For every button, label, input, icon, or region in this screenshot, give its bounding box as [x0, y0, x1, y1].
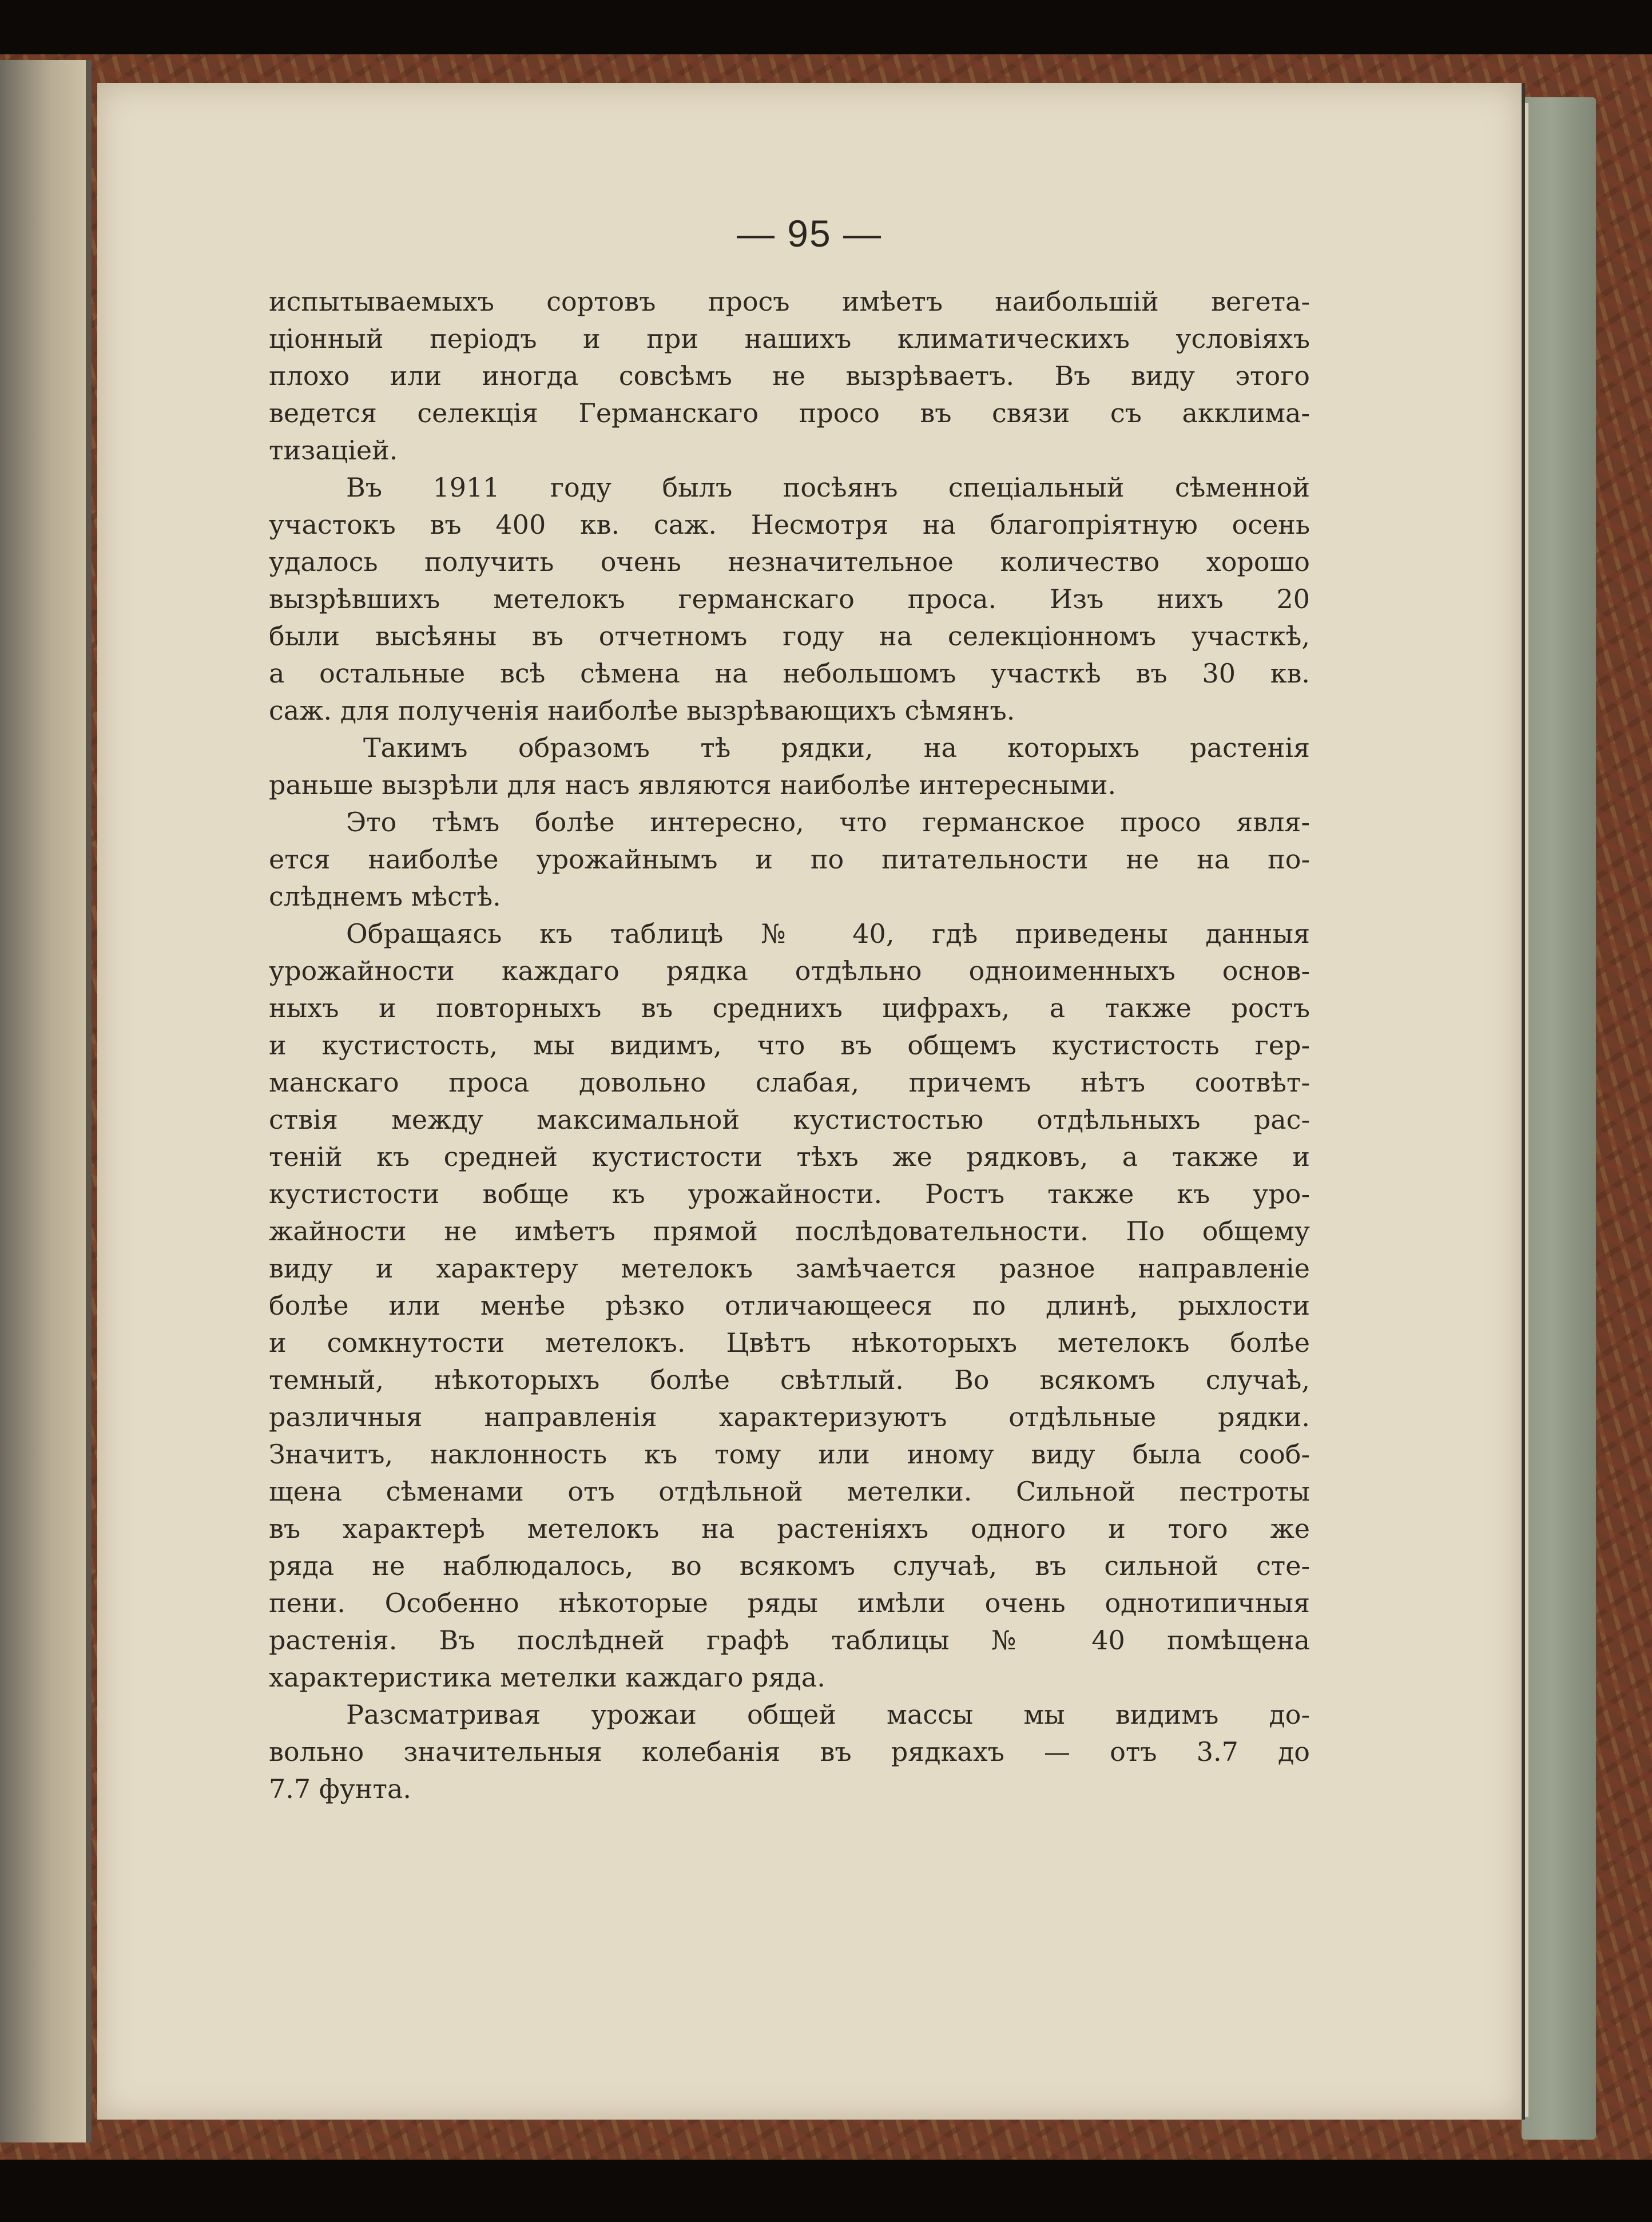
text-line: Обращаясь къ таблицѣ № 40, гдѣ приведены данныя: [346, 918, 1310, 949]
text-line: манскаго проса довольно слабая, причемъ нѣтъ соотвѣт-: [269, 1067, 1310, 1098]
text-line: слѣднемъ мѣстѣ.: [269, 881, 501, 912]
text-line: различныя направленія характеризуютъ отдѣльные рядки.: [269, 1402, 1310, 1433]
text-line: растенія. Въ послѣдней графѣ таблицы № 40 помѣщена: [269, 1625, 1310, 1656]
text-line: ныхъ и повторныхъ въ среднихъ цифрахъ, а также ростъ: [269, 993, 1310, 1023]
text-line: въ характерѣ метелокъ на растеніяхъ одного и того же: [269, 1513, 1310, 1544]
text-line: ціонный періодъ и при нашихъ климатическихъ условіяхъ: [269, 323, 1310, 354]
book-page: [97, 83, 1522, 2120]
text-line: щена сѣменами отъ отдѣльной метелки. Сильной пестроты: [269, 1476, 1310, 1507]
text-line: Значитъ, наклонность къ тому или иному виду была сооб-: [269, 1439, 1310, 1470]
left-page-edge: [0, 60, 92, 2142]
text-line: урожайности каждаго рядка отдѣльно одноименныхъ основ-: [269, 955, 1310, 986]
text-line: ется наиболѣе урожайнымъ и по питательности не на по-: [269, 844, 1310, 875]
text-line: Разсматривая урожаи общей массы мы видимъ до-: [346, 1699, 1310, 1730]
text-line: характеристика метелки каждаго ряда.: [269, 1662, 825, 1693]
text-line: Такимъ образомъ тѣ рядки, на которыхъ растенія: [363, 732, 1310, 763]
text-line: раньше вызрѣли для насъ являются наиболѣе интересными.: [269, 769, 1117, 800]
text-line: пени. Особенно нѣкоторые ряды имѣли очень однотипичныя: [269, 1588, 1310, 1618]
text-line: и сомкнутости метелокъ. Цвѣтъ нѣкоторыхъ метелокъ болѣе: [269, 1327, 1310, 1358]
text-line: удалось получить очень незначительное количество хорошо: [269, 546, 1310, 577]
text-line: ствія между максимальной кустистостью отдѣльныхъ рас-: [269, 1104, 1310, 1135]
text-line: испытываемыхъ сортовъ просъ имѣетъ наибольшій вегета-: [269, 286, 1310, 317]
page-fore-edge: [1522, 103, 1528, 2117]
body-text: [269, 283, 1310, 1808]
text-line: 7.7 фунта.: [269, 1773, 412, 1804]
text-line: саж. для полученія наиболѣе вызрѣвающихъ сѣмянъ.: [269, 695, 1015, 726]
cloth-spine-strip: [1522, 97, 1596, 2140]
text-line: Въ 1911 году былъ посѣянъ спеціальный сѣменной: [346, 472, 1310, 503]
text-line: теній къ средней кустистости тѣхъ же рядковъ, а также и: [269, 1141, 1310, 1172]
text-line: ведется селекція Германскаго просо въ связи съ акклима-: [269, 398, 1310, 428]
text-line: вызрѣвшихъ метелокъ германскаго проса. Изъ нихъ 20: [269, 584, 1310, 614]
text-line: участокъ въ 400 кв. саж. Несмотря на благопріятную осень: [269, 509, 1310, 540]
text-line: плохо или иногда совсѣмъ не вызрѣваетъ. Въ виду этого: [269, 360, 1310, 391]
text-line: и кустистость, мы видимъ, что въ общемъ кустистость гер-: [269, 1030, 1310, 1061]
text-line: болѣе или менѣе рѣзко отличающееся по длинѣ, рыхлости: [269, 1290, 1310, 1321]
text-line: были высѣяны въ отчетномъ году на селекціонномъ участкѣ,: [269, 621, 1310, 652]
text-line: вольно значительныя колебанія въ рядкахъ — отъ 3.7 до: [269, 1736, 1310, 1767]
text-line: Это тѣмъ болѣе интересно, что германское просо явля-: [346, 807, 1310, 838]
page-number: — 95 —: [736, 212, 883, 255]
text-line: темный, нѣкоторыхъ болѣе свѣтлый. Во всякомъ случаѣ,: [269, 1364, 1310, 1395]
text-line: тизаціей.: [269, 435, 398, 466]
text-line: виду и характеру метелокъ замѣчается разное направленіе: [269, 1253, 1310, 1284]
text-line: ряда не наблюдалось, во всякомъ случаѣ, въ сильной сте-: [269, 1550, 1310, 1581]
text-line: кустистости вобще къ урожайности. Ростъ также къ уро-: [269, 1179, 1310, 1209]
text-line: жайности не имѣетъ прямой послѣдовательности. По общему: [269, 1216, 1310, 1247]
text-line: а остальные всѣ сѣмена на небольшомъ участкѣ въ 30 кв.: [269, 658, 1310, 689]
